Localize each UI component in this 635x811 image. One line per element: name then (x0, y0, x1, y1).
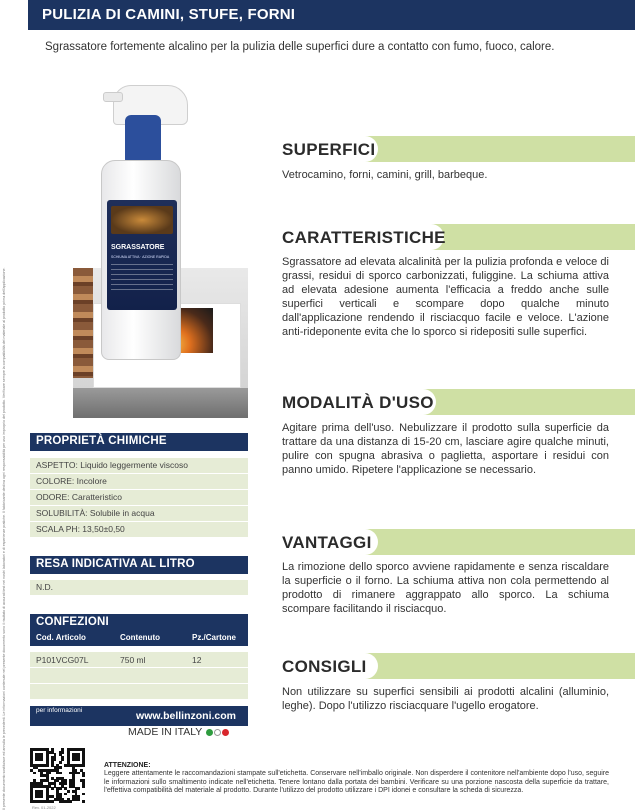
flag-green-icon (206, 729, 213, 736)
website-link[interactable]: www.bellinzoni.com (136, 710, 236, 722)
confezioni-title: CONFEZIONI (36, 616, 109, 628)
bottle-label (107, 200, 177, 310)
col-header-pieces: Pz./Cartone (192, 633, 237, 642)
resa-title: RESA INDICATIVA AL LITRO (36, 558, 195, 570)
col-header-content: Contenuto (120, 633, 160, 642)
qr-code (30, 748, 85, 803)
col-header-code: Cod. Articolo (36, 633, 86, 642)
table-row-empty (30, 684, 248, 699)
section-bar-consigli (278, 653, 635, 679)
cell-pieces: 12 (192, 655, 202, 665)
cell-content: 750 ml (120, 655, 146, 665)
resa-row (30, 580, 248, 595)
section-body: Agitare prima dell'uso. Nebulizzare il prodotto sulla superficie da trattare da una distanza di 15-20 cm, lasciare agire qualche minuti, pulire con spugna abrasiva o paglietta, asportare i residui con panno umido. Ripetere l'applicazione se necessario. (282, 422, 609, 476)
resa-value: N.D. (36, 582, 53, 592)
flag-red-icon (222, 729, 229, 736)
cell-code: P101VCG07L (36, 655, 89, 665)
section-body: Vetrocamino, forni, camini, grill, barbeque. (282, 169, 488, 181)
chem-row-text: ODORE: Caratteristico (36, 492, 122, 502)
section-body: Non utilizzare su superfici sensibili ai prodotti alcalini (alluminio, leghe). Dopo l'utilizzo risciacquare l'ugello erogatore. (282, 686, 609, 712)
chem-row (30, 458, 248, 473)
bottle-label-sub: SCHIUMA ATTIVA · AZIONE RAPIDA (111, 255, 170, 259)
side-note-text: Il presente documento sostituisce ed annulla le precedenti. Le informazioni contenute nel presente documento sono il risultato di accurati test nei nostri laboratori e di esperienze pratiche. Il fabbricante declina ogni responsabilità per uso improprio del prodotto. Verificare sempre la compatibilità del materiale al prodotto prima dell'applicazione. (2, 267, 6, 810)
chem-title: PROPRIETÀ CHIMICHE (36, 435, 167, 447)
header-bar (28, 0, 635, 30)
made-in-italy (128, 726, 229, 738)
table-row-empty (30, 668, 248, 683)
section-title: CONSIGLI (282, 657, 367, 676)
attention-text: Leggere attentamente le raccomandazioni stampate sull'etichetta. Conservare nell'imballo originale. Non disperdere il contenitore nell'ambiente dopo l'uso, seguire le informazioni sullo smaltimento indicate nell'etichetta. Tenere lontano dalla portata dei bambini. Verificare su una porzione nascosta della superficie da trattare, l'effettiva compatibilità del materiale al prodotto. Durante l'utilizzo del prodotto utilizzare i DPI idonei e consultare la scheda di sicurezza. (104, 770, 609, 795)
info-bar (30, 706, 248, 726)
bottle-label-name: SGRASSATORE (111, 244, 165, 251)
side-note (2, 255, 26, 810)
chem-row-text: ASPETTO: Liquido leggermente viscoso (36, 460, 188, 470)
chem-row (30, 490, 248, 505)
chem-row (30, 474, 248, 489)
confezioni-header-row (30, 631, 248, 646)
revision-label: Rev. 01-2022 (32, 805, 56, 810)
section-title: SUPERFICI (282, 140, 376, 159)
attention-title: ATTENZIONE: (104, 762, 151, 769)
section-bar-superfici (278, 136, 635, 162)
spray-nozzle (103, 92, 123, 102)
section-bar-modalita (278, 389, 635, 415)
chem-title-bar (30, 433, 248, 451)
confezioni-title-bar (30, 614, 248, 632)
section-title: VANTAGGI (282, 533, 372, 552)
section-body: La rimozione dello sporco avviene rapidamente e senza riscaldare la superficie o il forno. La schiuma attiva non cola permettendo al prodotto di rimanere aggrappato allo sporco. La schiuma scompare facilitando il risciacquo. (282, 561, 609, 615)
bottle-neck (125, 115, 161, 165)
chem-row-text: COLORE: Incolore (36, 476, 107, 486)
page-title: PULIZIA DI CAMINI, STUFE, FORNI (42, 6, 296, 23)
table-row (30, 652, 248, 667)
chem-row-text: SOLUBILITÀ: Solubile in acqua (36, 508, 155, 518)
section-bar-vantaggi (278, 529, 635, 555)
section-title: CARATTERISTICHE (282, 228, 446, 247)
section-bar-caratteristiche (278, 224, 635, 250)
flag-white-icon (214, 729, 221, 736)
section-title: MODALITÀ D'USO (282, 393, 434, 412)
made-in-text: MADE IN ITALY (128, 726, 203, 738)
section-body: Sgrassatore ad elevata alcalinità per la pulizia profonda e veloce di grassi, residui di sporco carbonizzati, fuliggine. La schiuma attiva ad elevata adesione aumenta l'efficacia a freddo anche sulle superfici verticali e scompare dopo qualche minuto dall'applicazione rendendo il risciacquo facile e veloce. L'azione anti-rideponente evita che lo sporco si ridepositi sulle superfici. (282, 256, 609, 338)
chem-row-text: SCALA PH: 13,50±0,50 (36, 524, 125, 534)
info-label: per informazioni (36, 707, 83, 714)
chem-row (30, 506, 248, 521)
resa-title-bar (30, 556, 248, 574)
product-image (73, 80, 248, 420)
intro-text: Sgrassatore fortemente alcalino per la pulizia delle superfici dure a contatto con fumo, fuoco, calore. (45, 41, 555, 53)
chem-row (30, 522, 248, 537)
